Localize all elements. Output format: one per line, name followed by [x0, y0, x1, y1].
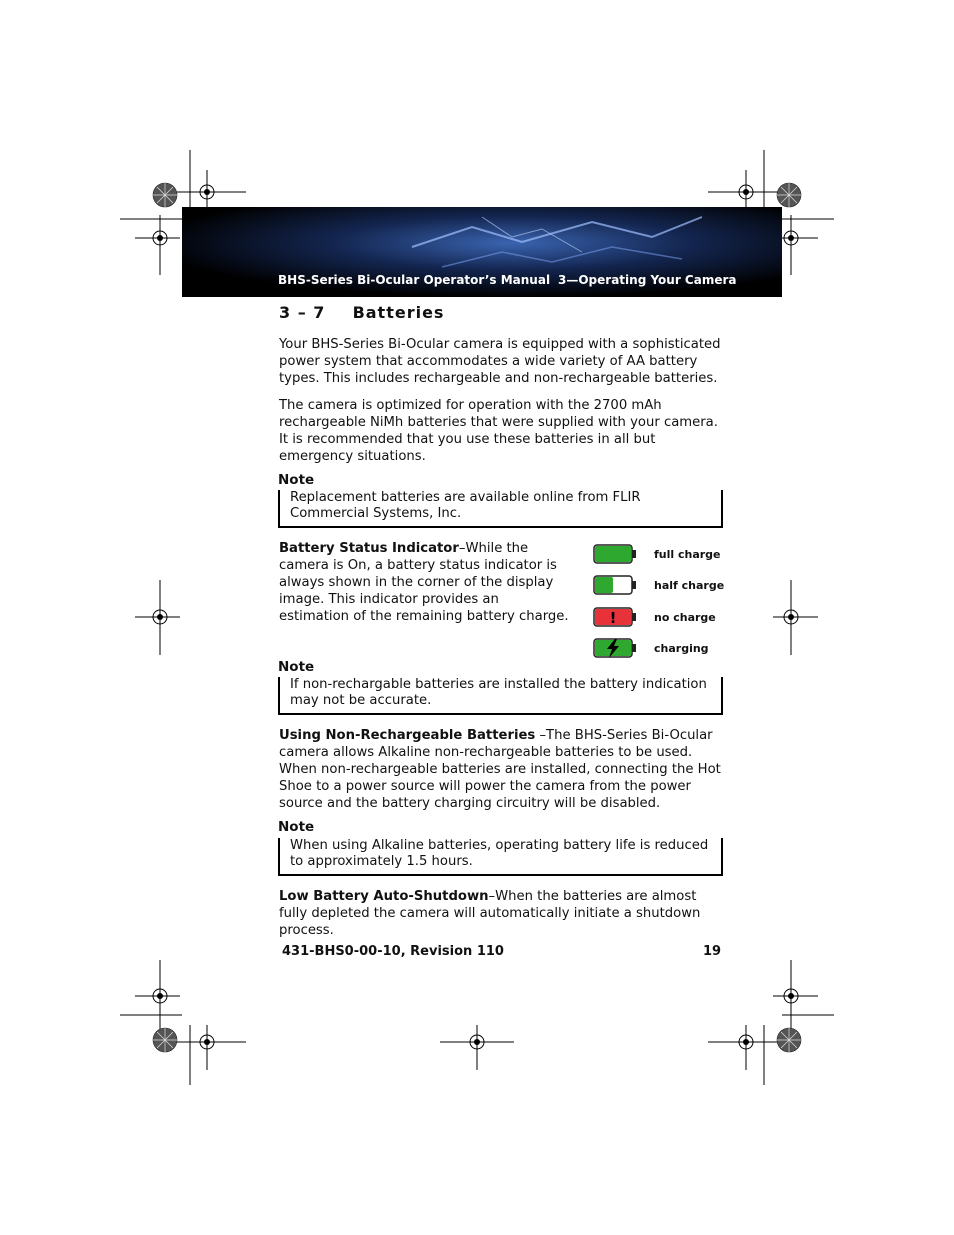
battery-empty-icon: [592, 606, 638, 628]
note-label: Note: [278, 472, 315, 488]
svg-text:!: !: [609, 609, 617, 627]
page-number: 19: [703, 944, 722, 959]
manual-title: BHS-Series Bi-Ocular Operator’s Manual: [278, 273, 551, 287]
battery-legend-label: half charge: [654, 579, 725, 592]
section-title: Batteries: [352, 303, 445, 322]
non-rechargeable-text: –The BHS-Series Bi-Ocular camera allows Alkaline non-rechargeable batteries to be used. When non-rechargeable batteries are installed, connecting the Hot Shoe to a power source will power the camera from the power source and the battery charging circuitry will be disabled.: [279, 728, 721, 811]
battery-legend-row: [592, 543, 638, 567]
note-label: Note: [278, 659, 315, 675]
non-rechargeable-paragraph: [279, 727, 721, 812]
non-rechargeable-heading: Using Non-Rechargeable Batteries: [279, 728, 536, 743]
battery-legend-row: [592, 606, 638, 630]
battery-status-paragraph: [279, 540, 569, 625]
battery-charging-icon: [592, 637, 638, 659]
battery-legend-row: [592, 574, 638, 598]
battery-half-icon: [592, 574, 638, 596]
battery-level-fill: [595, 577, 613, 593]
note-box: [278, 677, 723, 715]
battery-status-text: –While the camera is On, a battery status indicator is always shown in the corner of the display image. This indicator provides an estimation of the remaining battery charge.: [279, 541, 569, 624]
battery-legend-label: charging: [654, 642, 709, 655]
document-number: 431-BHS0-00-10, Revision 110: [282, 944, 504, 959]
battery-legend-label: no charge: [654, 611, 716, 624]
header-banner: [182, 207, 782, 297]
auto-shutdown-text: –When the batteries are almost fully depleted the camera will automatically initiate a shutdown process.: [279, 889, 701, 938]
battery-full-icon: [592, 543, 638, 565]
section-number: 3 – 7: [279, 303, 326, 322]
section-heading: [279, 303, 444, 322]
note-box: [278, 838, 723, 876]
chapter-title: 3—Operating Your Camera: [558, 273, 737, 287]
battery-level-fill: [595, 546, 631, 562]
intro-paragraph: Your BHS-Series Bi-Ocular camera is equipped with a sophisticated power system that accommodates a wide variety of AA battery types. This includes rechargeable and non-rechargeable batteries.: [279, 337, 721, 386]
note-box: [278, 490, 723, 528]
note-text: When using Alkaline batteries, operating battery life is reduced to approximately 1.5 hours.: [290, 838, 709, 869]
battery-legend-row: [592, 637, 638, 661]
auto-shutdown-heading: Low Battery Auto-Shutdown: [279, 889, 489, 904]
battery-legend-label: full charge: [654, 548, 721, 561]
battery-status-heading: Battery Status Indicator: [279, 541, 459, 556]
optimized-paragraph: The camera is optimized for operation with the 2700 mAh rechargeable NiMh batteries that were supplied with your camera. It is recommended that you use these batteries in all but emergency situations.: [279, 398, 718, 464]
note-text: Replacement batteries are available online from FLIR Commercial Systems, Inc.: [290, 490, 641, 521]
auto-shutdown-paragraph: [279, 888, 721, 939]
note-label: Note: [278, 819, 315, 835]
note-text: If non-rechargable batteries are installed the battery indication may not be accurate.: [290, 677, 707, 708]
